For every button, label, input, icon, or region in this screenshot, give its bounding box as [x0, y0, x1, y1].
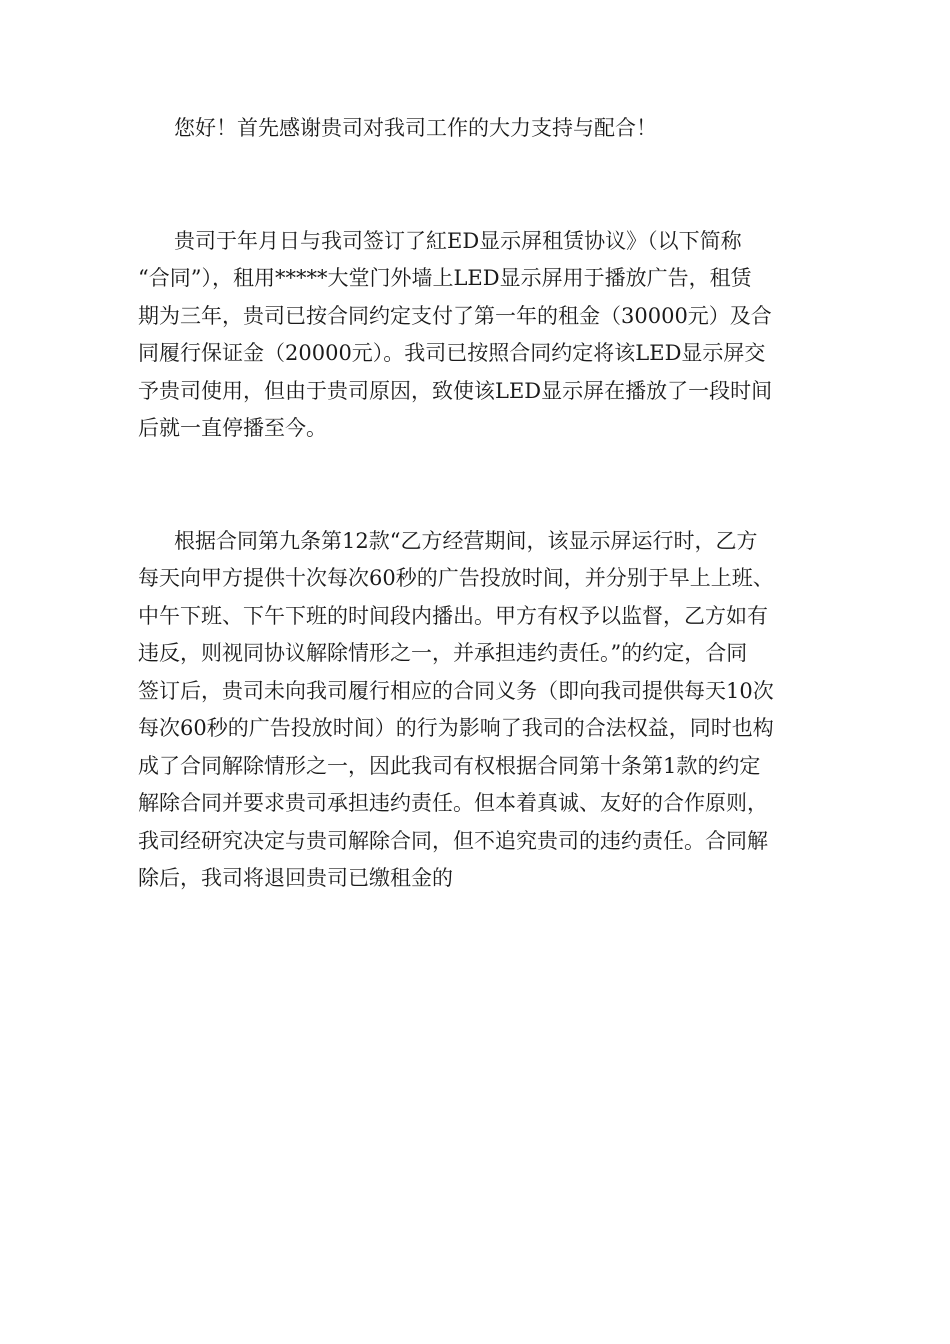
- paragraph-gap: [138, 448, 828, 523]
- paragraph-line: 根据合同第九条第12款“乙方经营期间，该显示屏运行时，乙方: [174, 528, 758, 553]
- paragraph-line: 期为三年，贵司已按合同约定支付了第一年的租金（30000元）及合: [138, 303, 772, 328]
- paragraph-line: 贵司于年月日与我司签订了紅ED显示屏租赁协议》（以下简称: [174, 228, 742, 253]
- paragraph-line: 除后，我司将退回贵司已缴租金的: [138, 866, 453, 890]
- paragraph-line: 予贵司使用，但由于贵司原因，致使该LED显示屏在播放了一段时间: [138, 378, 773, 403]
- paragraph-greeting: [138, 110, 828, 148]
- paragraph-line: 后就一直停播至今。: [138, 416, 327, 440]
- paragraph-line: 违反，则视同协议解除情形之一，并承担违约责任。”的约定，合同: [138, 641, 748, 665]
- paragraph-line: 解除合同并要求贵司承担违约责任。但本着真诚、友好的合作原则，: [138, 791, 768, 815]
- paragraph-line: 我司经研究决定与贵司解除合同，但不追究贵司的违约责任。合同解: [138, 828, 768, 853]
- paragraph-line: 成了合同解除情形之一，因此我司有权根据合同第十条第1款的约定: [138, 753, 761, 778]
- paragraph-line: 每次60秒的广告投放时间）的行为影响了我司的合法权益，同时也构: [138, 716, 774, 740]
- document-body: [138, 110, 828, 898]
- paragraph-line: “合同”），租用*****大堂门外墙上LED显示屏用于播放广告，租赁: [138, 266, 752, 290]
- paragraph-line: 同履行保证金（20000元）。我司已按照合同约定将该LED显示屏交: [138, 341, 766, 365]
- paragraph-line: 您好！首先感谢贵司对我司工作的大力支持与配合！: [174, 116, 657, 140]
- paragraph-line: 签订后，贵司未向我司履行相应的合同义务（即向我司提供每天10次: [138, 678, 774, 703]
- paragraph-line: 中午下班、下午下班的时间段内播出。甲方有权予以监督，乙方如有: [138, 603, 768, 628]
- paragraph-gap: [138, 148, 828, 223]
- paragraph-contract-summary: [138, 223, 828, 448]
- paragraph-line: 每天向甲方提供十次每次60秒的广告投放时间，并分别于早上上班、: [138, 566, 774, 590]
- paragraph-termination: [138, 523, 828, 898]
